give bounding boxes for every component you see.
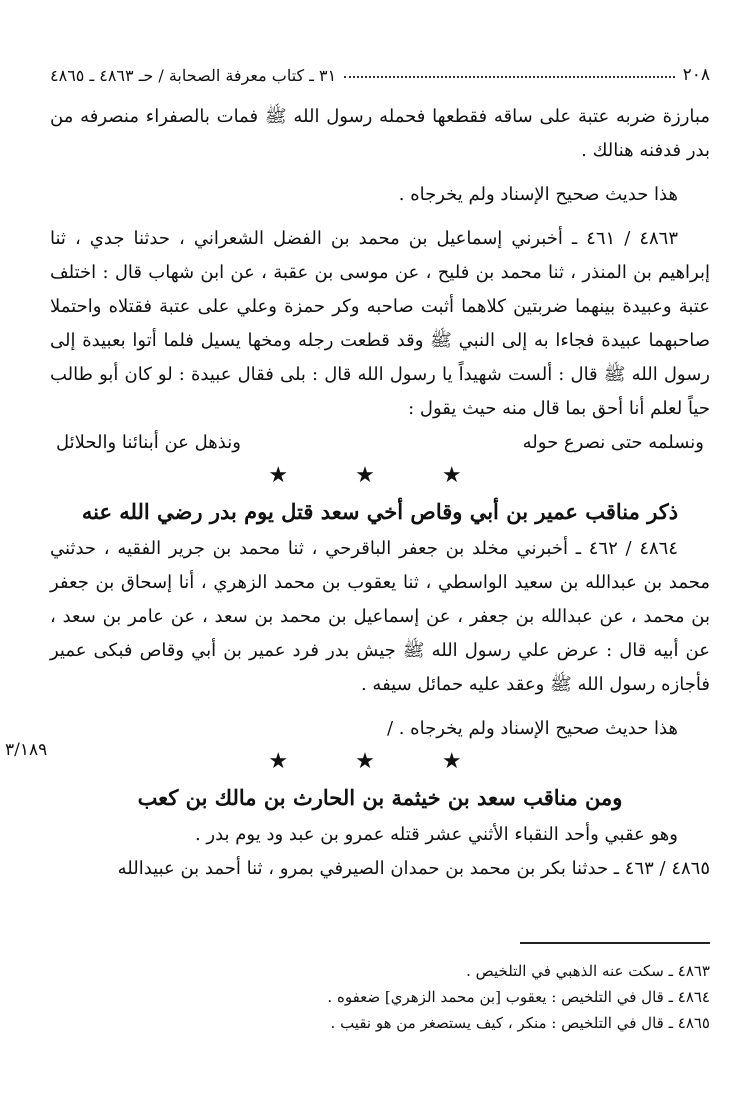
- hadith-4863: ٤٨٦٣ / ٤٦١ ـ أخبرني إسماعيل بن محمد بن الفضل الشعراني ، حدثنا جدي ، ثنا إبراهيم بن المنذر ، ثنا محمد بن فليح ، عن موسى بن عقبة ، عن ابن شهاب قال : اختلف عتبة وعبيدة بينهما ضربتين كلاهما أثبت صاحبه وكر حمزة وعلي على عتبة فقتلاه واحتملا صاحبهما عبيدة فجاءا به إلى النبي ﷺ وقد قطعت رجله ومخها يسيل فلما أتوا بعبيدة إلى رسول الله ﷺ قال : ألست شهيداً يا رسول الله قال : بلى فقال عبيدة : لو كان أبو طالب حياً لعلم أنا أحق بما قال منه حيث يقول :: [50, 228, 711, 419]
- page-number: ٢٠٨: [682, 65, 710, 85]
- main-text: [50, 100, 710, 886]
- verse-first-hemistich: ونسلمه حتى نصرع حوله: [522, 432, 704, 453]
- verse-second-hemistich: ونذهل عن أبنائنا والحلائل: [56, 432, 241, 453]
- grading-note: هذا حديث صحيح الإسناد ولم يخرجاه .: [398, 184, 678, 205]
- book-page: [50, 0, 710, 1109]
- section-heading-saad: ومن مناقب سعد بن خيثمة بن الحارث بن مالك بن كعب: [137, 785, 623, 810]
- footnotes: [50, 958, 710, 1036]
- section-separator-stars: ★ ★ ★: [268, 463, 492, 488]
- footnote-4865: ٤٨٦٥ ـ قال في التلخيص : منكر ، كيف يستصغر من هو نقيب .: [330, 1014, 710, 1032]
- footnote-4863: ٤٨٦٣ ـ سكت عنه الذهبي في التلخيص .: [466, 962, 710, 980]
- poetry-verse: [50, 426, 710, 460]
- grading-note-2: هذا حديث صحيح الإسناد ولم يخرجاه . /: [386, 718, 678, 739]
- running-title: ٣١ ـ كتاب معرفة الصحابة / حـ ٤٨٦٣ ـ ٤٨٦٥: [50, 65, 337, 85]
- paragraph-continuation: مبارزة ضربه عتبة على ساقه فقطعها فحمله رسول الله ﷺ فمات بالصفراء منصرفه من بدر فدفنه هنالك .: [50, 106, 710, 161]
- running-header: [50, 60, 710, 90]
- hadith-4865: ٤٨٦٥ / ٤٦٣ ـ حدثنا بكر بن محمد بن حمدان الصيرفي بمرو ، ثنا أحمد بن عبيدالله: [117, 858, 710, 879]
- header-dotted-rule: [344, 76, 674, 78]
- hadith-4864: ٤٨٦٤ / ٤٦٢ ـ أخبرني مخلد بن جعفر الباقرحي ، ثنا محمد بن جرير الفقيه ، حدثني محمد بن عبدالله بن سعيد الواسطي ، ثنا يعقوب بن محمد الزهري ، أنا إسحاق بن جعفر بن محمد ، عن عبدالله بن جعفر ، عن إسماعيل بن محمد بن سعد ، عن عامر بن سعد ، عن أبيه قال : عرض علي رسول الله ﷺ جيش بدر فرد عمير بن أبي وقاص فبكى عمير فأجازه رسول الله ﷺ وعقد عليه حمائل سيفه .: [50, 538, 710, 695]
- section-separator-stars-2: ★ ★ ★: [268, 749, 492, 774]
- margin-reference: ٣/١٨٩: [5, 740, 48, 760]
- footnote-divider: [520, 942, 710, 944]
- section-heading-umair: ذكر مناقب عمير بن أبي وقاص أخي سعد ‏قتل يوم بدر رضي الله عنه: [81, 499, 679, 524]
- biography-note: وهو عقبي وأحد النقباء الأثني عشر قتله عمرو بن عبد ود يوم بدر .: [194, 824, 678, 845]
- footnote-4864: ٤٨٦٤ ـ قال في التلخيص : يعقوب [بن محمد الزهري] ضعفوه .: [327, 988, 710, 1006]
